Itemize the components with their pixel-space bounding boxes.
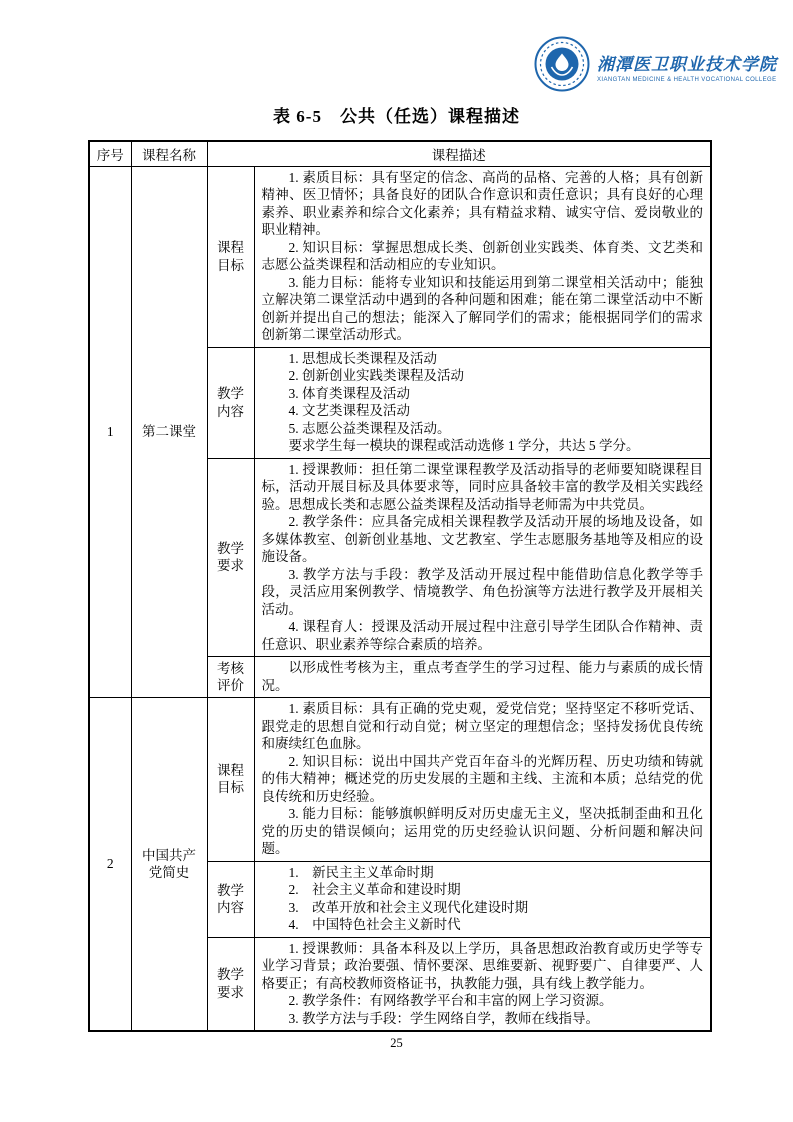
content-paragraph: 1. 素质目标：具有正确的党史观，爱党信党；坚持坚定不移听党话、跟党走的思想自觉和行动自觉；树立坚定的理想信念；坚持发扬优良传统和赓续红色血脉。 <box>261 701 703 751</box>
table-title: 表 6-5 公共（任选）课程描述 <box>273 107 520 126</box>
content-paragraph: 2. 知识目标：说出中国共产党百年奋斗的光辉历程、历史功绩和铸就的伟大精神；概述党的历史发展的主题和主线、主流和本质；总结党的优良传统和历史经验。 <box>261 753 703 804</box>
section-label: 考核评价 <box>207 657 254 698</box>
content-paragraph: 2. 教学条件：应具备完成相关课程教学及活动开展的场地及设备，如多媒体教室、创新创业基地、文艺教室、学生志愿服务基地等及相应的设施设备。 <box>261 514 703 564</box>
content-paragraph: 1. 素质目标：具有坚定的信念、高尚的品格、完善的人格；具有创新精神、医卫情怀；具备良好的团队合作意识和责任意识；具有良好的心理素养、职业素养和综合文化素养；具有精益求精、诚实守信、爱岗敬业的职业精神。 <box>261 169 703 237</box>
content-paragraph: 4. 课程育人：授课及活动开展过程中注意引导学生团队合作精神、责任意识、职业素养等综合素质的培养。 <box>261 619 703 652</box>
course-description-table <box>88 140 712 1032</box>
section-content <box>254 937 711 1031</box>
section-label: 教学要求 <box>207 458 254 657</box>
table-header-row <box>89 141 711 166</box>
content-paragraph: 3. 体育类课程及活动 <box>288 385 410 401</box>
content-paragraph: 要求学生每一模块的课程或活动选修 1 学分，共达 5 学分。 <box>288 438 640 453</box>
content-paragraph: 3. 能力目标：能够旗帜鲜明反对历史虚无主义，坚决抵制歪曲和丑化党的历史的错误倾向；运用党的历史经验认识问题、分析问题和解决问题。 <box>261 806 703 856</box>
content-paragraph: 5. 志愿公益类课程及活动。 <box>288 420 451 436</box>
header-description: 课程描述 <box>207 141 711 166</box>
course-table-body <box>89 166 711 1031</box>
content-paragraph: 1. 新民主主义革命时期 <box>288 864 434 880</box>
college-emblem-icon <box>534 36 590 97</box>
college-name-chinese: 湘潭医卫职业技术学院 <box>597 55 777 74</box>
content-paragraph: 1. 思想成长类课程及活动 <box>288 350 437 366</box>
section-label: 教学内容 <box>207 861 254 937</box>
section-content <box>254 347 711 458</box>
section-label: 课程目标 <box>207 166 254 347</box>
course-name: 第二课堂 <box>131 166 207 698</box>
section-label: 课程目标 <box>207 698 254 862</box>
section-content <box>254 458 711 657</box>
table-row <box>89 166 711 347</box>
section-label: 教学内容 <box>207 347 254 458</box>
page-number: 25 <box>390 1036 403 1050</box>
table-row <box>89 698 711 862</box>
header-course-name: 课程名称 <box>131 141 207 166</box>
content-paragraph: 1. 授课教师：具备本科及以上学历，具备思想政治教育或历史学等专业学习背景；政治要强、情怀要深、思维要新、视野要广、自律要严、人格要正；有高校教师资格证书，执教能力强，具有线上教学能力。 <box>261 940 703 991</box>
content-paragraph: 1. 授课教师：担任第二课堂课程教学及活动指导的老师要知晓课程目标，活动开展目标及具体要求等，同时应具备较丰富的教学及相关实践经验。思想成长类和志愿公益类课程及活动指导老师需为中共党员。 <box>261 461 703 512</box>
content-paragraph: 3. 改革开放和社会主义现代化建设时期 <box>288 899 529 915</box>
content-paragraph: 2. 知识目标：掌握思想成长类、创新创业实践类、体育类、文艺类和志愿公益类课程和活动相应的专业知识。 <box>261 239 703 272</box>
content-paragraph: 2. 教学条件：有网络教学平台和丰富的网上学习资源。 <box>288 993 613 1008</box>
content-paragraph: 以形成性考核为主，重点考查学生的学习过程、能力与素质的成长情况。 <box>261 660 703 693</box>
college-logo <box>534 36 777 97</box>
content-paragraph: 3. 能力目标：能将专业知识和技能运用到第二课堂相关活动中；能独立解决第二课堂活动中遇到的各种问题和困难；能在第二课堂活动中不断创新并提出自己的想法；能深入了解同学们的需求；能根据同学们的需求创新第二课堂活动形式。 <box>261 274 703 342</box>
college-logo-text <box>597 50 777 83</box>
section-content <box>254 166 711 347</box>
content-paragraph: 2. 创新创业实践类课程及活动 <box>288 368 464 383</box>
content-paragraph: 3. 教学方法与手段：学生网络自学，教师在线指导。 <box>288 1010 599 1026</box>
college-name-english: XIANGTAN MEDICINE & HEALTH VOCATIONAL COLLEGE <box>597 77 777 83</box>
section-content <box>254 698 711 862</box>
section-content <box>254 657 711 698</box>
course-index: 2 <box>89 698 131 1032</box>
section-content <box>254 861 711 937</box>
course-index: 1 <box>89 166 131 698</box>
content-paragraph: 4. 文艺类课程及活动 <box>288 403 410 418</box>
content-paragraph: 3. 教学方法与手段：教学及活动开展过程中能借助信息化教学等手段，灵活应用案例教学、情境教学、角色扮演等方法进行教学及开展相关活动。 <box>261 566 703 617</box>
content-paragraph: 4. 中国特色社会主义新时代 <box>288 917 461 932</box>
content-paragraph: 2. 社会主义革命和建设时期 <box>288 882 461 897</box>
section-label: 教学要求 <box>207 937 254 1031</box>
course-name: 中国共产党简史 <box>131 698 207 1032</box>
header-index: 序号 <box>89 141 131 166</box>
